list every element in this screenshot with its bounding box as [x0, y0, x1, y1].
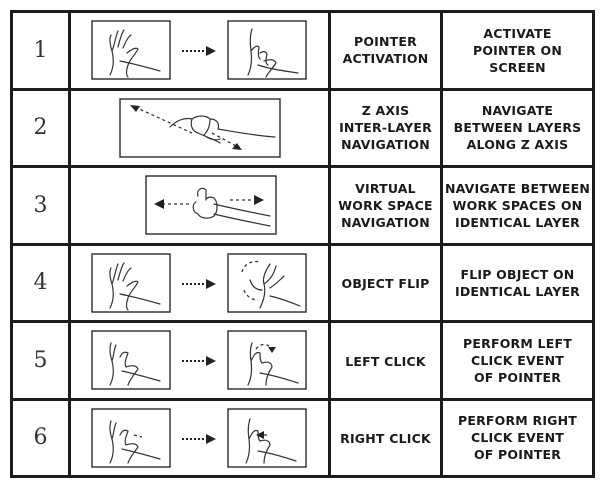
gesture-name-cell [330, 89, 442, 167]
gesture-description-cell [442, 244, 594, 322]
thumb-click-icon [80, 327, 320, 393]
finger-click-icon [80, 405, 320, 471]
gesture-name: OBJECT FLIP [341, 276, 430, 292]
table-row [12, 322, 594, 400]
gesture-name-cell [330, 12, 442, 90]
gesture-description-cell [442, 12, 594, 90]
illustration-cell [70, 12, 330, 90]
gesture-description-cell [442, 89, 594, 167]
gesture-table [10, 10, 595, 478]
row-number: 4 [33, 270, 48, 296]
gesture-description-cell [442, 322, 594, 400]
illustration-cell [70, 399, 330, 477]
row-number-cell [12, 89, 70, 167]
gesture-name: Z AXIS INTER-LAYER NAVIGATION [339, 103, 432, 153]
hand-diagonal-move-icon [80, 95, 320, 161]
table-row [12, 167, 594, 245]
gesture-name: LEFT CLICK [345, 353, 426, 369]
row-number-cell [12, 12, 70, 90]
table-row [12, 12, 594, 90]
gesture-name-cell [330, 244, 442, 322]
hand-open-to-pointer-icon [80, 17, 320, 83]
table-row [12, 89, 594, 167]
row-number-cell [12, 322, 70, 400]
gesture-name: RIGHT CLICK [340, 431, 431, 447]
illustration-cell [70, 167, 330, 245]
row-number-cell [12, 167, 70, 245]
gesture-name-cell [330, 399, 442, 477]
gesture-description-cell [442, 399, 594, 477]
gesture-name: POINTER ACTIVATION [342, 34, 429, 67]
row-number: 1 [33, 37, 48, 63]
illustration-cell [70, 322, 330, 400]
row-number-cell [12, 399, 70, 477]
row-number: 3 [33, 192, 48, 218]
gesture-description-cell [442, 167, 594, 245]
gesture-description: NAVIGATE BETWEEN WORK SPACES ON IDENTICAL LAYER [444, 180, 591, 230]
row-number: 2 [33, 115, 48, 141]
row-number: 6 [33, 425, 48, 451]
row-number-cell [12, 244, 70, 322]
gesture-description: FLIP OBJECT ON IDENTICAL LAYER [454, 266, 581, 299]
gesture-description: NAVIGATE BETWEEN LAYERS ALONG Z AXIS [453, 103, 582, 153]
table-row [12, 244, 594, 322]
row-number: 5 [33, 347, 48, 373]
illustration-cell [70, 244, 330, 322]
table-row [12, 399, 594, 477]
fist-horizontal-move-icon [80, 172, 320, 238]
gesture-description: PERFORM LEFT CLICK EVENT OF POINTER [463, 335, 572, 385]
gesture-description: PERFORM RIGHT CLICK EVENT OF POINTER [457, 413, 578, 463]
gesture-name-cell [330, 322, 442, 400]
gesture-name: VIRTUAL WORK SPACE NAVIGATION [338, 180, 433, 230]
gesture-name-cell [330, 167, 442, 245]
gesture-description: ACTIVATE POINTER ON SCREEN [472, 25, 563, 75]
illustration-cell [70, 89, 330, 167]
hand-flip-icon [80, 250, 320, 316]
